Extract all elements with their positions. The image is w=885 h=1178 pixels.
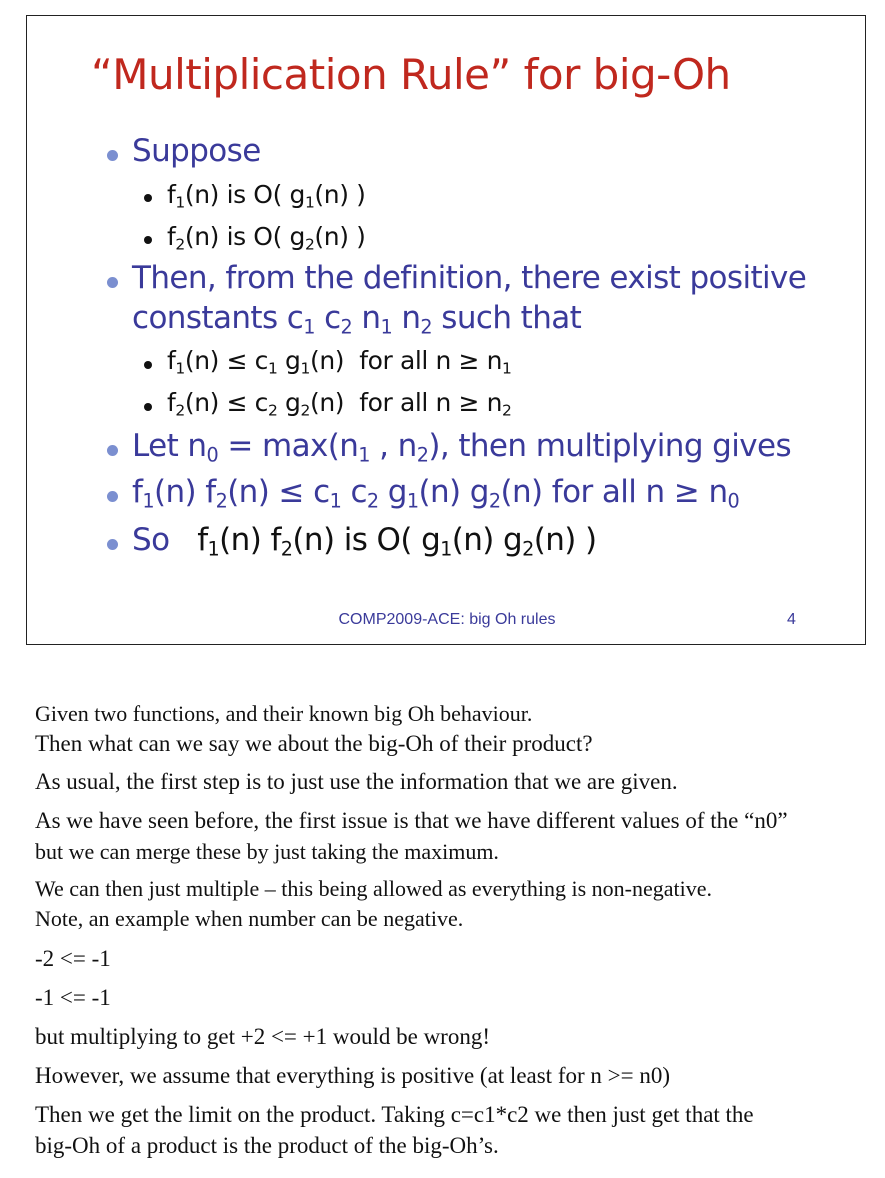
slide-title: “Multiplication Rule” for big-Oh	[91, 50, 731, 99]
note-line: Then we get the limit on the product. Taking c=c1*c2 we then just get that the	[35, 1102, 754, 1127]
bullet-let-n0: Let $n_0 = \max(n_1$ , $n_2$), then multiplying gives	[132, 428, 792, 467]
bullet-definition-line1: Then, from the definition, there exist positive	[132, 260, 807, 296]
slide	[26, 15, 866, 645]
bullet-conclusion: So $f_1(n)$ $f_2(n)$ is O( $g_1(n)$ $g_2(n)$ )	[132, 522, 597, 561]
note-line: Note, an example when number can be negative.	[35, 906, 464, 931]
sub-bullet-f1-inequality: $f_1(n) \le c_1$ $g_1(n)$ for all $n \ge n_1$	[167, 346, 512, 378]
sub-bullet-f2-inequality: $f_2(n) \le c_2$ $g_2(n)$ for all $n \ge n_2$	[167, 388, 512, 420]
bullet-dot	[107, 491, 118, 502]
note-line: As usual, the first step is to just use the information that we are given.	[35, 769, 678, 794]
bullet-dot	[107, 150, 118, 161]
sub-bullet-f2-bound: $f_2(n)$ is O( $g_2(n)$ )	[167, 222, 366, 254]
note-line: Then what can we say we about the big-Oh of their product?	[35, 731, 593, 756]
slide-page-number: 4	[787, 611, 796, 628]
sub-bullet-dot	[144, 361, 152, 369]
bullet-definition-line2: constants $c_1$ $c_2$ $n_1$ $n_2$ such that	[132, 300, 582, 339]
note-line: but multiplying to get +2 <= +1 would be wrong!	[35, 1024, 490, 1049]
note-line: -2 <= -1	[35, 946, 111, 971]
bullet-dot	[107, 539, 118, 550]
bullet-dot	[107, 277, 118, 288]
note-line: As we have seen before, the first issue is that we have different values of the “n0”	[35, 808, 788, 833]
note-line: However, we assume that everything is positive (at least for n >= n0)	[35, 1063, 670, 1088]
bullet-suppose: Suppose	[132, 133, 261, 169]
sub-bullet-dot	[144, 236, 152, 244]
bullet-product-inequality: $f_1(n) f_2(n) \le c_1$ $c_2$ $g_1(n)$ $g_2(n)$ for all $n \ge n_0$	[132, 474, 740, 513]
sub-bullet-dot	[144, 194, 152, 202]
note-line: We can then just multiple – this being allowed as everything is non-negative.	[35, 876, 713, 901]
note-line: -1 <= -1	[35, 985, 111, 1010]
sub-bullet-f1-bound: $f_1(n)$ is O( $g_1(n)$ )	[167, 180, 366, 212]
sub-bullet-dot	[144, 403, 152, 411]
note-line: Given two functions, and their known big Oh behaviour.	[35, 701, 533, 726]
slide-footer: COMP2009-ACE: big Oh rules	[338, 611, 556, 628]
note-line: but we can merge these by just taking the maximum.	[35, 839, 499, 864]
note-line: big-Oh of a product is the product of the big-Oh’s.	[35, 1133, 499, 1158]
bullet-dot	[107, 445, 118, 456]
